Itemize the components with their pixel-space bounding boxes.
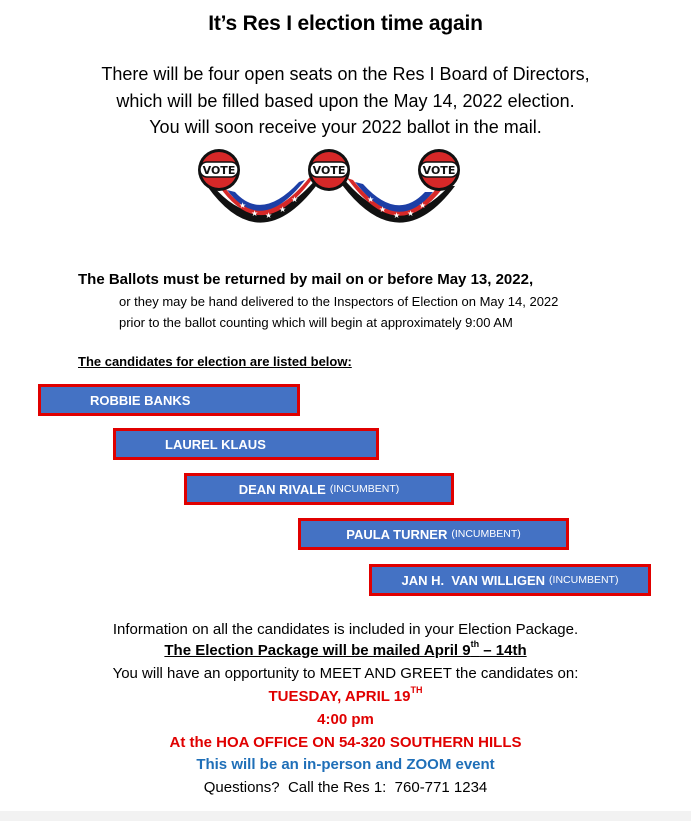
meet-greet-line: You will have an opportunity to MEET AND GREET the candidates on: [112,665,579,682]
svg-text:★: ★ [251,209,259,218]
svg-text:VOTE: VOTE [202,164,236,177]
svg-text:★: ★ [239,201,247,210]
candidate-box [369,564,651,596]
candidate-name: DEAN RIVALE [238,481,326,497]
return-note: or they may be hand delivered to the Inspectors of Election on May 14, 2022 [119,294,559,309]
page-bottom-strip [0,811,691,821]
candidate-box [38,384,300,416]
svg-text:★: ★ [291,195,299,204]
svg-text:★: ★ [407,209,415,218]
event-time: 4:00 pm [317,711,374,728]
flyer-title: It’s Res I election time again [208,12,483,35]
vote-badge [308,149,350,191]
svg-text:★: ★ [379,205,387,214]
candidates-heading: The candidates for election are listed below: [78,354,352,369]
intro-line: You will soon receive your 2022 ballot in the mail. [149,117,542,137]
candidate-name: ROBBIE BANKS [90,392,191,408]
svg-text:VOTE: VOTE [422,164,456,177]
event-mode: This will be an in-person and ZOOM event [196,756,495,773]
svg-text:VOTE: VOTE [312,164,346,177]
vote-badge [418,149,460,191]
mail-dates: The Election Package will be mailed April 9th – 14th [164,639,527,659]
incumbent-tag: (INCUMBENT) [451,528,521,540]
candidate-name: LAUREL KLAUS [165,436,266,452]
svg-text:★: ★ [367,195,375,204]
questions-line: Questions? Call the Res 1: 760-771 1234 [203,779,488,796]
incumbent-tag: (INCUMBENT) [329,483,400,495]
intro-line: There will be four open seats on the Res I Board of Directors, [101,64,590,84]
return-deadline: The Ballots must be returned by mail on or before May 13, 2022, [78,271,534,288]
svg-text:★: ★ [265,211,273,220]
vote-badge [198,149,240,191]
event-day: TUESDAY, APRIL 19TH [268,685,423,705]
info-line: Information on all the candidates is included in your Election Package. [112,621,579,638]
svg-text:★: ★ [279,205,287,214]
return-note: prior to the ballot counting which will begin at approximately 9:00 AM [119,315,513,330]
incumbent-tag: (INCUMBENT) [549,574,619,586]
intro-line: which will be filled based upon the May 14, 2022 election. [116,91,575,111]
candidate-name: JAN H. VAN WILLIGEN [401,572,546,588]
event-place: At the HOA OFFICE ON 54-320 SOUTHERN HILLS [169,734,522,751]
candidate-box [298,518,569,550]
candidate-name: PAULA TURNER [346,526,448,542]
candidate-box [113,428,379,460]
svg-text:★: ★ [393,211,401,220]
vote-badges-illustration [187,148,477,250]
candidate-box [184,473,454,505]
svg-text:★: ★ [419,201,427,210]
